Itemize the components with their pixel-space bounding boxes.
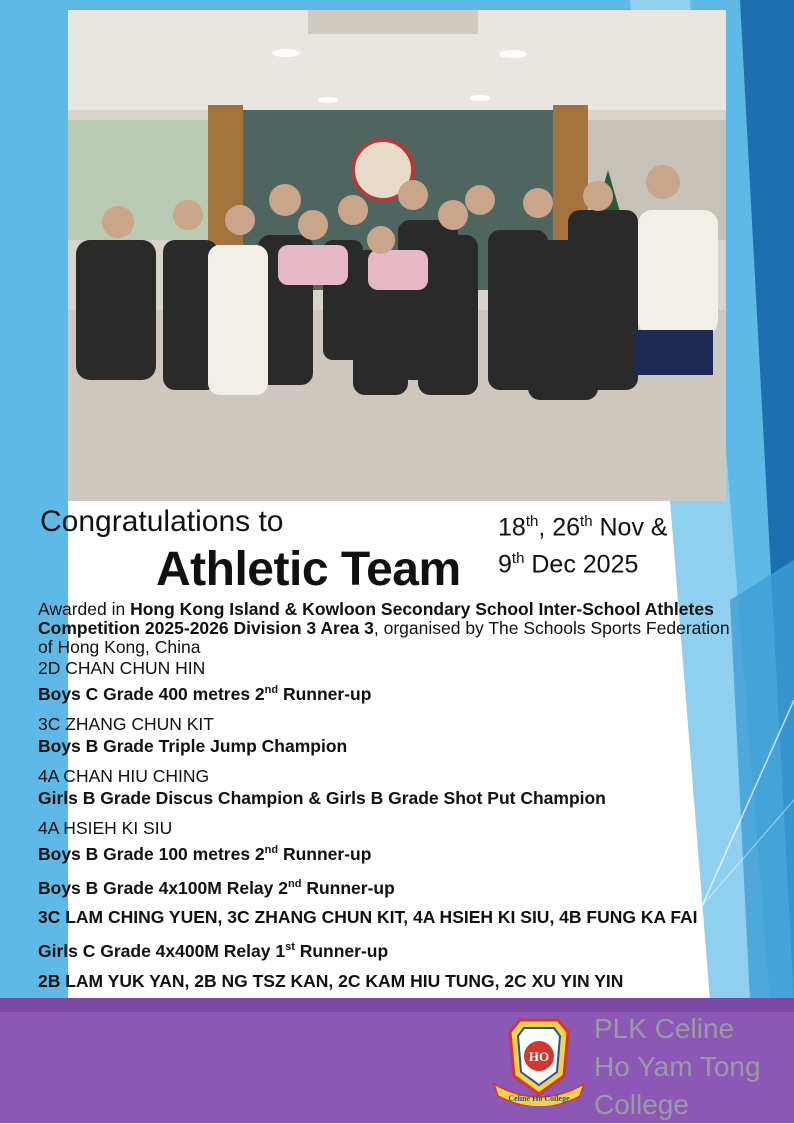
award-title: Boys C Grade 400 metres 2nd Runner-up [38,683,372,704]
relay-team-names: 2B LAM YUK YAN, 2B NG TSZ KAN, 2C KAM HIU TUNG, 2C XU YIN YIN [38,971,624,992]
student-name: 2D CHAN CHUN HIN [38,658,206,678]
team-photo [68,10,726,501]
dates-line-2: 9th Dec 2025 [498,550,639,579]
relay-award-title: Girls C Grade 4x400M Relay 1st Runner-up [38,941,389,962]
school-crest-icon [490,1014,588,1106]
relay-award-title: Boys B Grade 4x100M Relay 2nd Runner-up [38,877,395,898]
intro-paragraph: Awarded in Hong Kong Island & Kowloon Secondary School Inter-School Athletes Competition 2025-2026 Division 3 Area 3, organised by The Schools Sports Federation of Hong Kong, China [38,599,730,657]
student-name: 4A HSIEH KI SIU [38,817,173,838]
congratulations-heading: Congratulations to [40,505,284,538]
student-name: 4A CHAN HIU CHING [38,765,210,786]
award-title: Girls B Grade Discus Champion & Girls B Grade Shot Put Champion [38,787,606,808]
event-dates [498,506,668,581]
student-name: 3C ZHANG CHUN KIT [38,713,214,734]
awards-list [38,600,738,992]
crest-text: Celine Ho College [508,1094,570,1103]
team-title: Athletic Team [156,543,461,596]
dates-line-1: 18th, 26th Nov & [498,513,668,542]
award-title: Boys B Grade 100 metres 2nd Runner-up [38,843,372,864]
school-name: PLK Celine Ho Yam Tong College [594,1013,761,1120]
relay-team-names: 3C LAM CHING YUEN, 3C ZHANG CHUN KIT, 4A HSIEH KI SIU, 4B FUNG KA FAI [38,907,698,928]
award-title: Boys B Grade Triple Jump Champion [38,735,348,756]
crest-letters: HO [528,1049,550,1064]
